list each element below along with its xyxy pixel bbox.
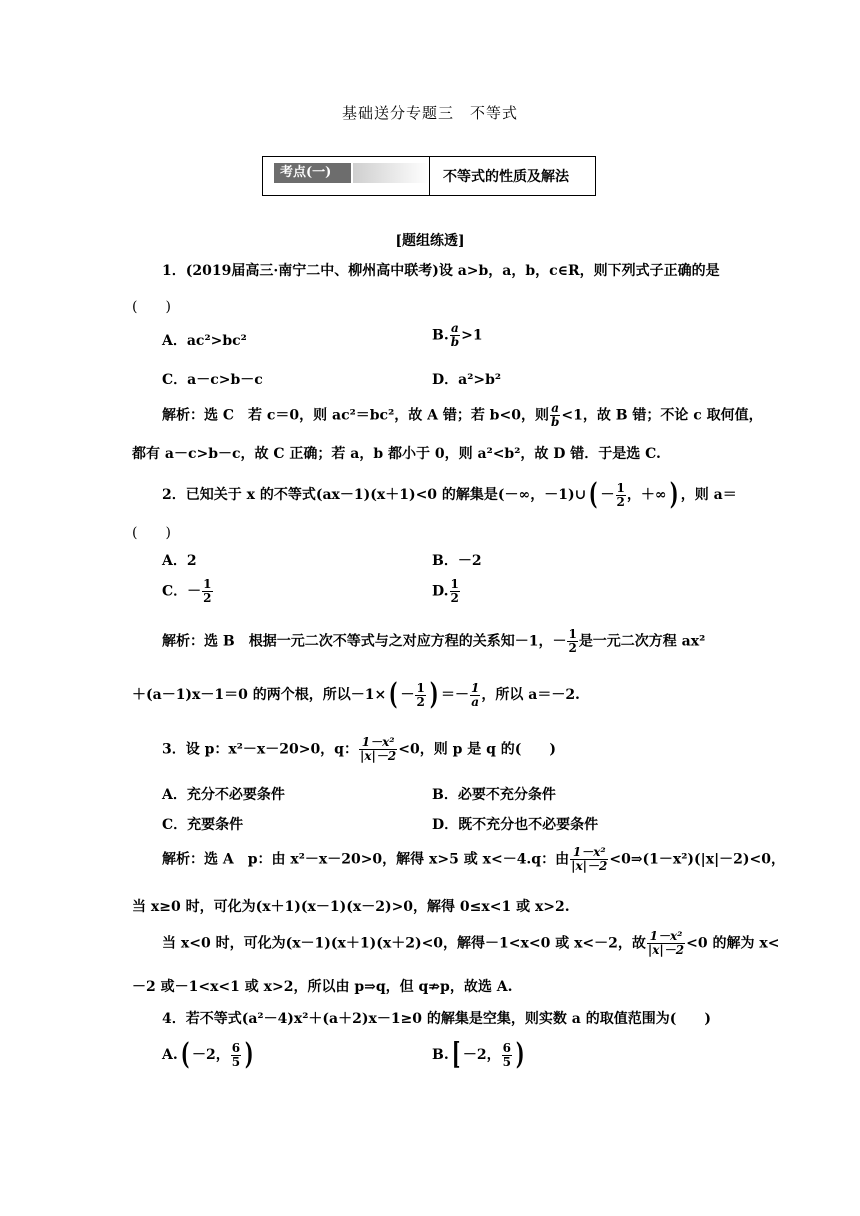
q2-option-d (432, 578, 461, 605)
q1-paren: ( ) (132, 299, 171, 315)
topic-title: 不等式的性质及解法 (443, 169, 569, 185)
q3-solution-pre: 解析：选 A p：由 x²－x－20>0，解得 x>5 或 x<－4.q：由 (162, 851, 570, 868)
bracket-left: [ (451, 1037, 461, 1072)
q1-option-b-suffix: >1 (461, 327, 483, 344)
q1-option-a: A．ac²>bc² (162, 333, 247, 349)
fraction-denominator: 2 (416, 694, 425, 709)
q3-solution-post: <0⇒(1－x²)(|x|－2)<0， (609, 851, 786, 868)
q2-solution-inner-sign: － (400, 687, 415, 703)
q4-option-b-fraction (502, 1042, 512, 1069)
q3-solution-line4: －2 或－1<x<1 或 x>2，所以由 p⇒q，但 q⇏p，故选 A. (132, 979, 513, 995)
q3-stem-fraction (359, 736, 397, 763)
fraction-numerator: 6 (231, 1040, 241, 1055)
q2-solution-line2 (132, 677, 580, 712)
q2-interval-post: ，＋∞ (626, 487, 667, 503)
q2-stem-post: ，则 a＝ (680, 487, 737, 503)
q1-option-b (432, 322, 483, 349)
fraction-numerator: 1 (616, 480, 625, 495)
q2-option-c (162, 578, 214, 605)
bracket-left: ( (180, 1037, 190, 1072)
q2-option-b: B．－2 (432, 553, 482, 569)
q4-stem: 4．若不等式(a²－4)x²＋(a＋2)x－1≥0 的解集是空集，则实数 a 的取值范围为( ) (162, 1011, 711, 1027)
fraction-numerator: 1 (203, 577, 212, 591)
q1-option-c: C．a－c>b－c (162, 372, 263, 388)
q2-option-c-pre: C．－ (162, 583, 202, 600)
section-heading: [题组练透] (395, 233, 465, 249)
fraction-numerator: 1－x² (647, 930, 685, 944)
q1-stem: 1．(2019届高三·南宁二中、柳州高中联考)设 a>b，a，b，c∈R，则下列式子正确的是 (162, 263, 720, 279)
q1-solution-pre: 解析：选 C 若 c＝0，则 ac²＝bc²，故 A 错；若 b<0，则 (162, 407, 549, 424)
q1-option-b-fraction (450, 322, 460, 349)
q3-option-d: D．既不充分也不必要条件 (432, 817, 599, 833)
fraction-denominator: |x|－2 (647, 943, 685, 957)
q3-stem-pre: 3．设 p：x²－x－20>0，q： (162, 741, 358, 758)
fraction-denominator: 2 (203, 591, 212, 605)
fraction-denominator: 5 (502, 1054, 512, 1069)
q4-option-a-pre: A. (162, 1047, 178, 1063)
q2-stem-pre: 2．已知关于 x 的不等式(ax－1)(x＋1)<0 的解集是(－∞，－1)∪ (162, 487, 587, 503)
q2-paren: ( ) (132, 525, 171, 541)
q3-solution-line3 (162, 930, 779, 957)
fraction-denominator: 2 (450, 591, 459, 605)
topic-tag: 考点(一) (271, 163, 351, 183)
topic-divider (429, 157, 430, 195)
q2-solution-inner-fraction (415, 682, 425, 709)
fraction-numerator: 1 (568, 627, 577, 641)
bracket-right: ) (244, 1037, 254, 1072)
q4-option-b (432, 1037, 527, 1072)
q3-stem-post: <0，则 p 是 q 的( ) (398, 741, 557, 758)
q3-solution-line1 (162, 846, 785, 873)
q4-option-a-inner: －2， (191, 1047, 230, 1063)
fraction-numerator: 1 (416, 680, 425, 695)
fraction-denominator: b (550, 415, 560, 429)
fraction-numerator: 1－x² (570, 846, 608, 860)
q2-solution-line2-pre: ＋(a－1)x－1＝0 的两个根，所以－1× (132, 687, 387, 703)
q2-interval-fraction (616, 482, 626, 509)
q2-solution-pre: 解析：选 B 根据一元二次不等式与之对应方程的关系知－1，－ (162, 633, 567, 650)
fraction-denominator: b (450, 335, 460, 349)
q1-solution-post: <1，故 B 错；不论 c 取何值， (561, 407, 763, 424)
q3-solution-line2: 当 x≥0 时，可化为(x＋1)(x－1)(x－2)>0，解得 0≤x<1 或 x>2. (132, 899, 570, 915)
fraction-numerator: a (451, 321, 459, 335)
q1-solution-line2: 都有 a－c>b－c，故 C 正确；若 a，b 都小于 0，则 a²<b²，故 D 错．于是选 C. (132, 446, 661, 462)
q2-solution-post: 是一元二次方程 ax² (578, 633, 706, 650)
q2-interval-sign: － (600, 487, 615, 503)
q4-option-a-fraction (231, 1042, 241, 1069)
q4-option-b-inner: －2， (462, 1047, 501, 1063)
bracket-right: ) (515, 1037, 525, 1072)
bracket-left: ( (389, 677, 398, 712)
fraction-denominator: |x|－2 (571, 859, 608, 873)
bracket-right: ) (669, 477, 678, 512)
fraction-denominator: |x|－2 (359, 749, 397, 763)
q3-solution-fraction (570, 846, 608, 873)
q2-option-a: A．2 (162, 553, 197, 569)
bracket-right: ) (429, 677, 439, 712)
q1-option-d: D．a²>b² (432, 372, 501, 388)
fraction-denominator: 5 (231, 1054, 241, 1069)
q2-solution-line2-post: ，所以 a＝－2. (481, 687, 580, 703)
q2-solution-result-fraction (470, 682, 480, 709)
page-title: 基础送分专题三 不等式 (341, 104, 518, 122)
q2-solution-mid: ＝－ (441, 687, 470, 703)
q4-option-a (162, 1037, 256, 1072)
q2-solution-fraction (567, 628, 577, 655)
fraction-denominator: a (471, 694, 480, 709)
q3-solution-line3-pre: 当 x<0 时，可化为(x－1)(x＋1)(x＋2)<0，解得－1<x<0 或 x<－2，故 (162, 935, 646, 952)
fraction-numerator: 6 (502, 1040, 512, 1055)
fraction-numerator: 1 (450, 577, 459, 591)
bracket-left: ( (589, 477, 598, 512)
q1-solution-fraction (550, 402, 560, 429)
fraction-numerator: 1－x² (359, 736, 397, 750)
q3-solution-line3-fraction (647, 930, 685, 957)
q3-option-a: A．充分不必要条件 (162, 787, 285, 803)
topic-header (262, 156, 596, 196)
q1-solution-line1 (162, 402, 763, 429)
fraction-denominator: 2 (616, 494, 625, 509)
fraction-numerator: a (551, 401, 560, 415)
q1-option-b-prefix: B. (432, 327, 449, 344)
q2-option-d-pre: D. (432, 583, 449, 600)
q3-option-b: B．必要不充分条件 (432, 787, 556, 803)
fraction-numerator: 1 (471, 680, 480, 695)
q3-solution-line3-post: <0 的解为 x< (686, 935, 780, 952)
q2-option-c-fraction (202, 578, 212, 605)
q4-option-b-pre: B. (432, 1047, 449, 1063)
q2-stem (162, 477, 737, 512)
q3-stem (162, 736, 556, 763)
q2-solution-line1 (162, 628, 705, 655)
q3-option-c: C．充要条件 (162, 817, 244, 833)
q2-option-d-fraction (450, 578, 460, 605)
fraction-denominator: 2 (568, 641, 577, 655)
